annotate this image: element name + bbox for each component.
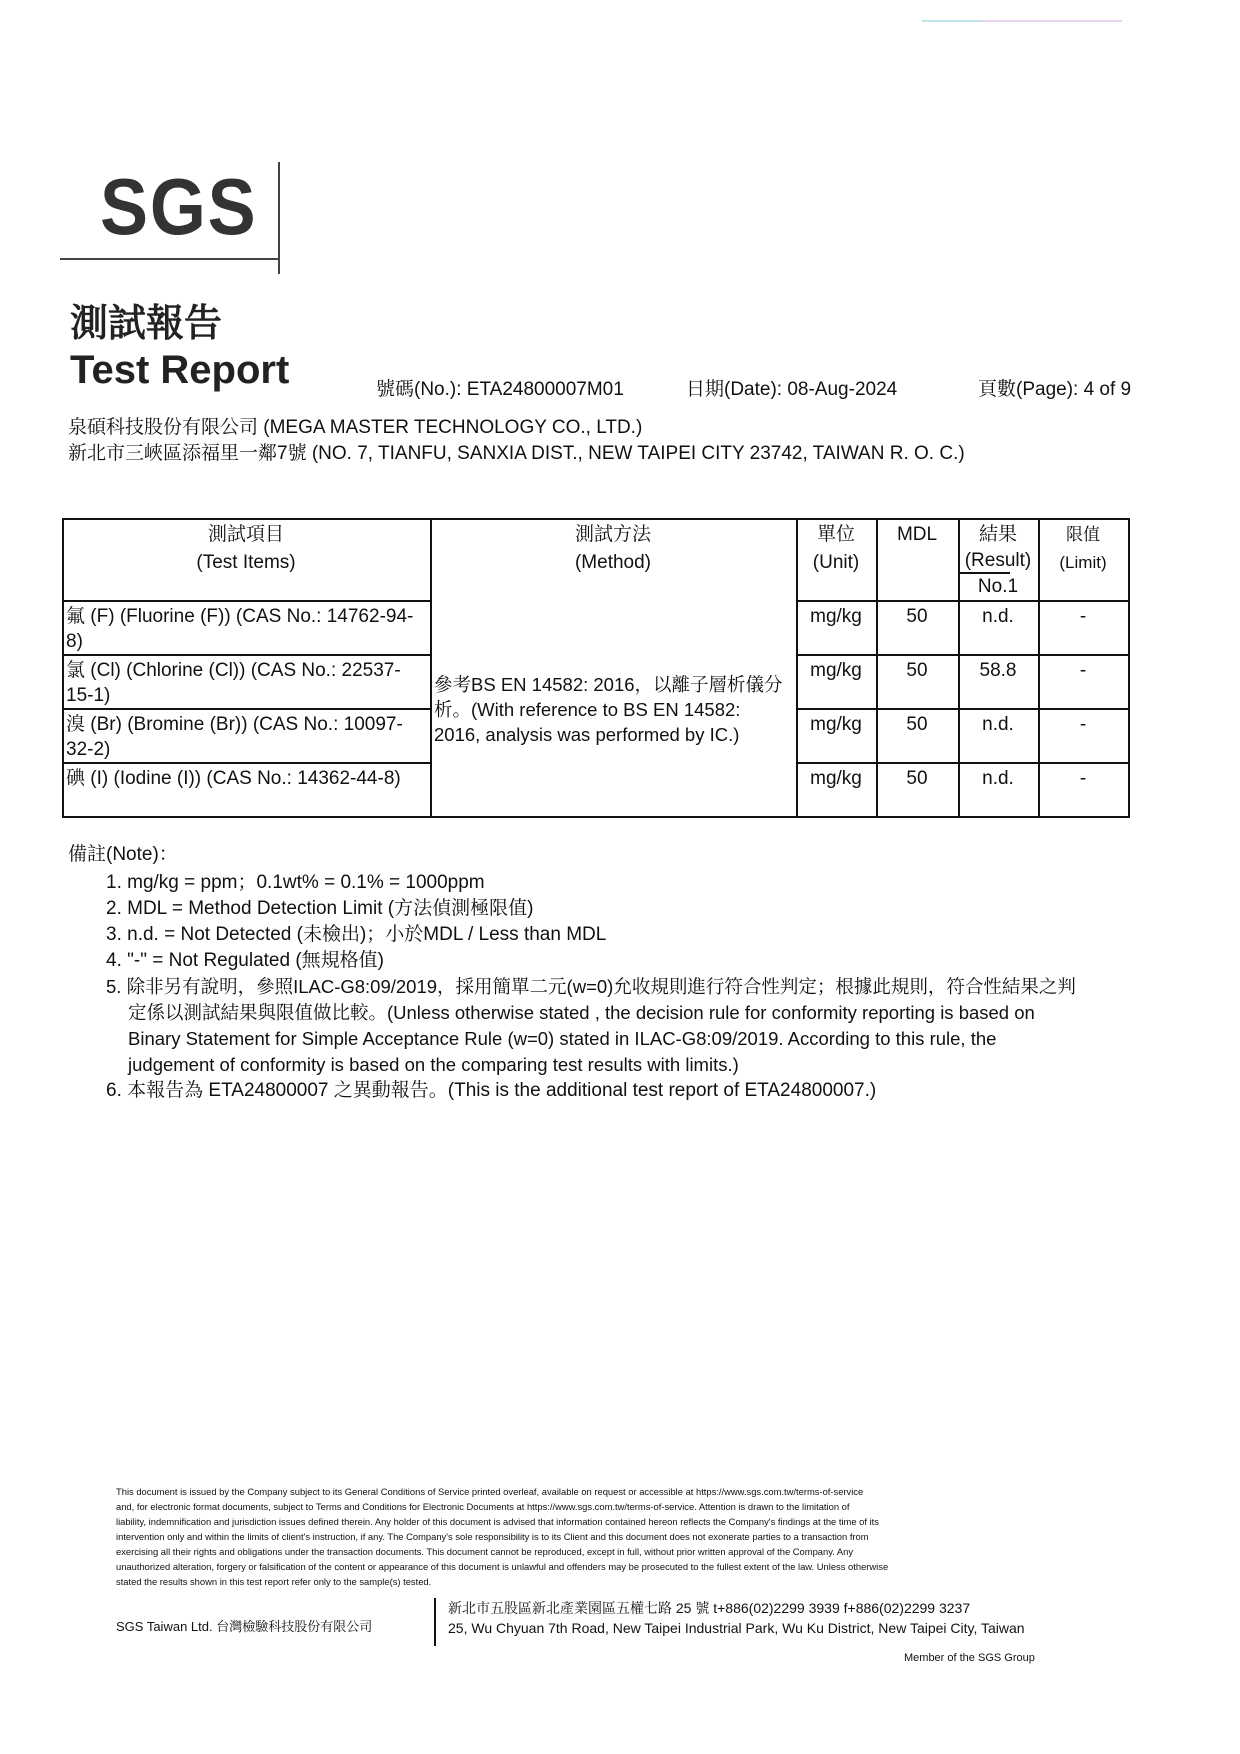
- header-sample-no: No.1: [977, 576, 1019, 597]
- table-border: [796, 654, 1130, 656]
- note-item: judgement of conformity is based on the comparing test results with limits.): [128, 1054, 739, 1075]
- table-row-mdl: 50: [906, 606, 928, 627]
- disclaimer-line: liability, indemnification and jurisdiction issues defined therein. Any holder of this document is advised that information contained hereon reflects the Company's findings at the time of its: [116, 1516, 879, 1527]
- table-row-limit: -: [1079, 714, 1087, 735]
- sgs-logo: SGS: [100, 162, 258, 251]
- disclaimer-line: intervention only and within the limits of client's instruction, if any. The Company's sole responsibility is to its Client and this document does not exonerate parties to a transaction from: [116, 1531, 869, 1542]
- table-row-result: n.d.: [982, 606, 1014, 627]
- note-item: 4. "-" = Not Regulated (無規格值): [106, 950, 384, 971]
- table-row-unit: mg/kg: [810, 714, 862, 735]
- footer-address-zh: 新北市五股區新北產業園區五權七路 25 號 t+886(02)2299 3939 f+886(02)2299 3237: [448, 1600, 971, 1616]
- header-unit-zh: 單位: [816, 524, 855, 545]
- header-method-zh: 測試方法: [574, 524, 651, 545]
- header-result-zh: 結果: [978, 524, 1017, 545]
- scan-mark: [922, 20, 982, 22]
- table-border: [62, 762, 430, 764]
- page-number: 頁數(Page): 4 of 9: [978, 379, 1132, 400]
- table-row-mdl: 50: [906, 660, 928, 681]
- header-item-zh: 測試項目: [207, 524, 284, 545]
- footer-company-name: SGS Taiwan Ltd. 台灣檢驗科技股份有限公司: [116, 1619, 373, 1634]
- note-item: 2. MDL = Method Detection Limit (方法偵測極限值): [106, 898, 534, 919]
- note-item: 6. 本報告為 ETA24800007 之異動報告。(This is the additional test report of ETA24800007.): [106, 1080, 877, 1101]
- disclaimer-line: and, for electronic format documents, subject to Terms and Conditions for Electronic Documents at https://www.sgs.com.tw/terms-of-service. Attention is drawn to the limitation of: [116, 1501, 850, 1512]
- scan-mark: [982, 20, 1122, 22]
- table-border: [62, 708, 430, 710]
- header-item-en: (Test Items): [196, 552, 296, 573]
- footer-address-en: 25, Wu Chyuan 7th Road, New Taipei Industrial Park, Wu Ku District, New Taipei City, Taiwan: [448, 1620, 1025, 1636]
- table-row-limit: -: [1079, 660, 1087, 681]
- note-item: 1. mg/kg = ppm；0.1wt% = 0.1% = 1000ppm: [106, 872, 485, 893]
- table-border: [1128, 518, 1130, 818]
- table-row-item: 碘 (I) (Iodine (I)) (CAS No.: 14362-44-8): [66, 768, 401, 789]
- table-row-unit: mg/kg: [810, 660, 862, 681]
- table-row-limit: -: [1079, 606, 1087, 627]
- table-border: [796, 600, 1130, 602]
- table-row-limit: -: [1079, 768, 1087, 789]
- method-text: 參考BS EN 14582: 2016，以離子層析儀分析。(With reference to BS EN 14582: 2016, analysis was performed by IC.): [434, 674, 783, 745]
- table-border: [796, 762, 1130, 764]
- table-row-item: 氯 (Cl) (Chlorine (Cl)) (CAS No.: 22537-15-1): [66, 660, 401, 706]
- header-mdl: MDL: [896, 524, 938, 545]
- table-border: [62, 600, 430, 602]
- disclaimer-line: stated the results shown in this test report refer only to the sample(s) tested.: [116, 1576, 432, 1587]
- disclaimer-line: This document is issued by the Company subject to its General Conditions of Service printed overleaf, available on request or accessible at https://www.sgs.com.tw/terms-of-service: [116, 1486, 864, 1497]
- header-method-en: (Method): [574, 552, 652, 573]
- applicant-company: 泉碩科技股份有限公司 (MEGA MASTER TECHNOLOGY CO., LTD.): [68, 417, 643, 438]
- note-item: 定係以測試結果與限值做比較。(Unless otherwise stated , the decision rule for conformity reporting is based on: [128, 1002, 1035, 1023]
- table-row-mdl: 50: [906, 714, 928, 735]
- header-limit-zh: 限值: [1066, 525, 1100, 544]
- disclaimer-line: exercising all their rights and obligations under the transaction documents. This document cannot be reproduced, except in full, without prior written approval of the Company. Any: [116, 1546, 854, 1557]
- table-row-item: 溴 (Br) (Bromine (Br)) (CAS No.: 10097-32-2): [66, 714, 403, 760]
- title-en: Test Report: [70, 348, 290, 392]
- table-row-unit: mg/kg: [810, 606, 862, 627]
- footer-member: Member of the SGS Group: [904, 1652, 1035, 1664]
- table-row-result: n.d.: [982, 714, 1014, 735]
- disclaimer-line: unauthorized alteration, forgery or falsification of the content or appearance of this document is unlawful and offenders may be prosecuted to the fullest extent of the law. Unless otherwise: [116, 1561, 889, 1572]
- report-date: 日期(Date): 08-Aug-2024: [686, 379, 898, 400]
- table-row-mdl: 50: [906, 768, 928, 789]
- table-border: [62, 518, 1130, 520]
- notes-heading: 備註(Note)：: [68, 844, 178, 865]
- footer-disclaimer: [116, 1484, 1066, 1589]
- note-item: 5. 除非另有說明，參照ILAC-G8:09/2019，採用簡單二元(w=0)允收規則進行符合性判定；根據此規則，符合性結果之判: [106, 976, 1076, 997]
- title-zh: 測試報告: [70, 303, 223, 345]
- note-item: Binary Statement for Simple Acceptance Rule (w=0) stated in ILAC-G8:09/2019. According to this rule, the: [128, 1028, 997, 1049]
- results-table: [62, 518, 1130, 818]
- table-row-result: n.d.: [982, 768, 1014, 789]
- table-border: [796, 708, 1130, 710]
- table-border: [62, 654, 430, 656]
- logo-rule: [278, 162, 280, 274]
- report-number: 號碼(No.): ETA24800007M01: [376, 379, 624, 400]
- header-result-en: (Result): [964, 550, 1032, 571]
- note-item: 3. n.d. = Not Detected (未檢出)；小於MDL / Less than MDL: [106, 924, 607, 945]
- table-row-result: 58.8: [979, 660, 1017, 681]
- table-row-unit: mg/kg: [810, 768, 862, 789]
- footer-divider: [434, 1598, 436, 1646]
- logo-rule: [60, 258, 278, 260]
- header-limit-en: (Limit): [1059, 553, 1107, 572]
- table-row-item: 氟 (F) (Fluorine (F)) (CAS No.: 14762-94-8): [66, 606, 414, 652]
- applicant-address: 新北市三峽區添福里一鄰7號 (NO. 7, TIANFU, SANXIA DIST., NEW TAIPEI CITY 23742, TAIWAN R. O. C.): [68, 443, 965, 464]
- table-border: [62, 816, 1130, 818]
- header-unit-en: (Unit): [812, 552, 860, 573]
